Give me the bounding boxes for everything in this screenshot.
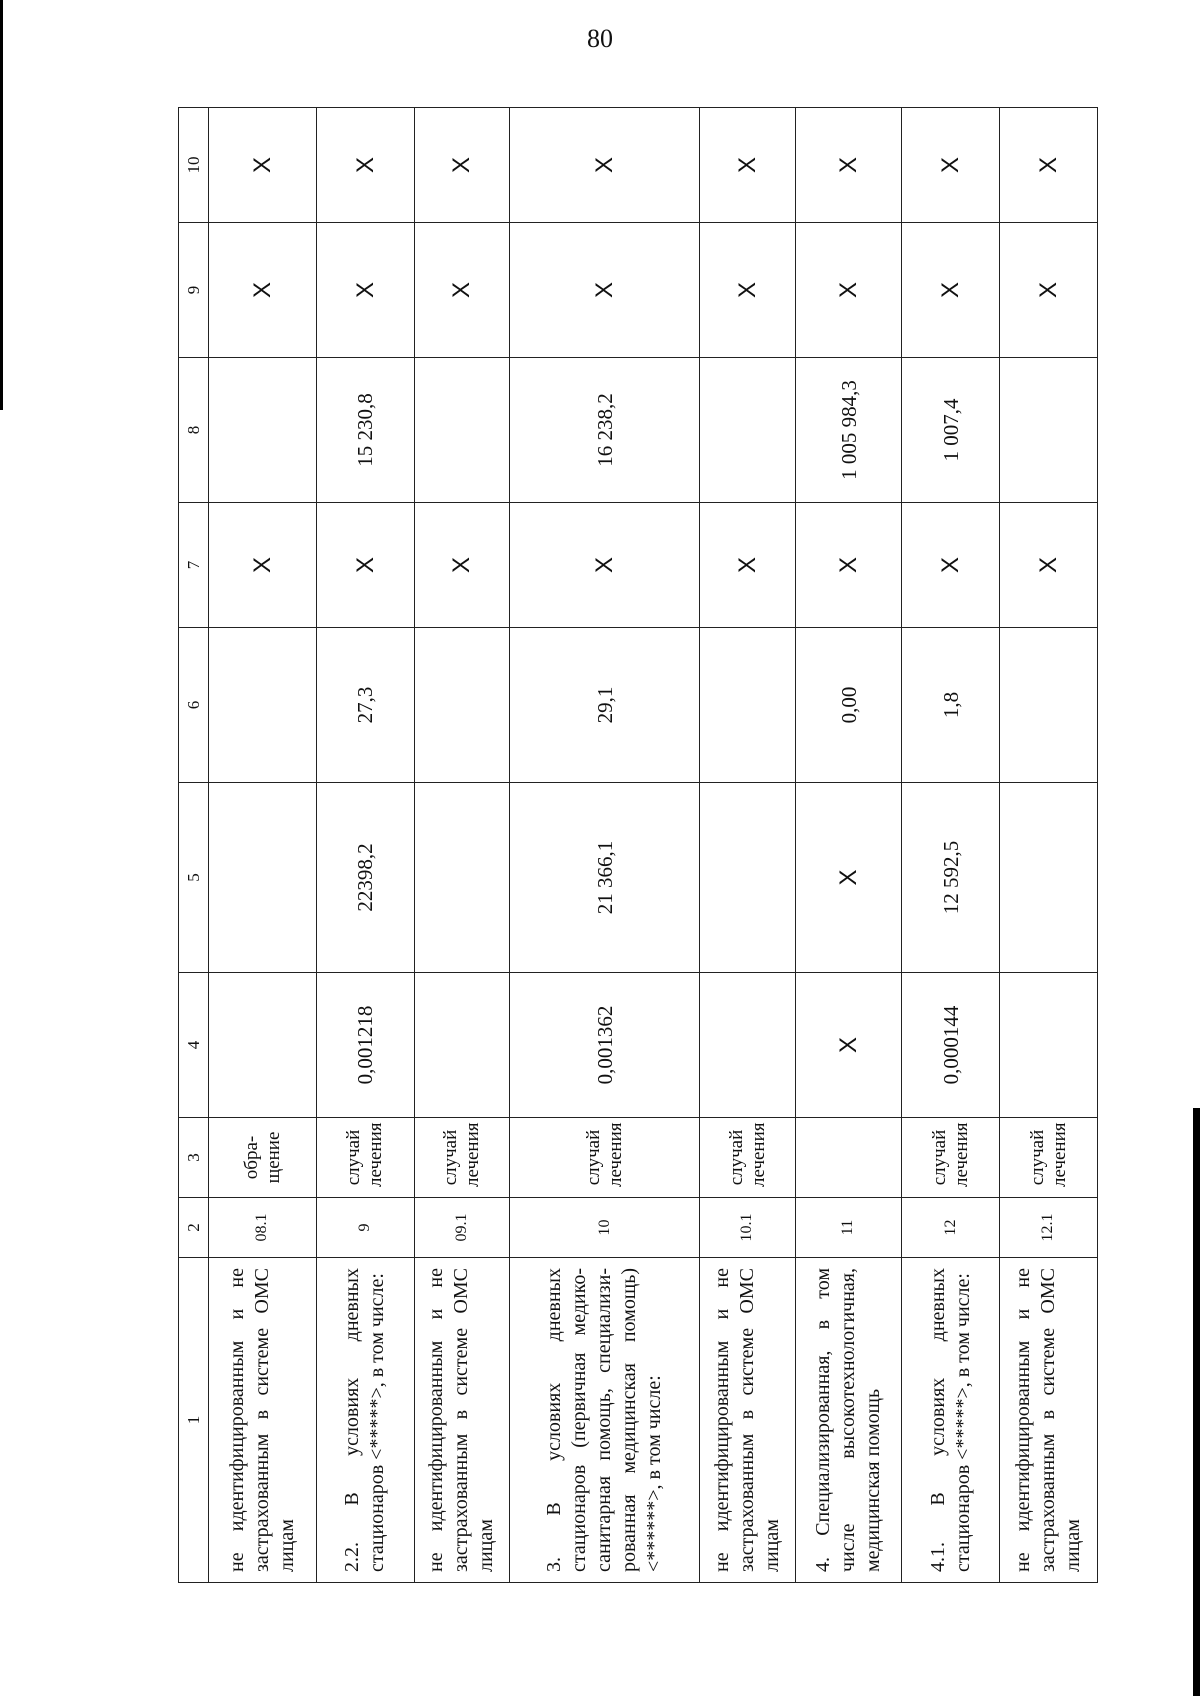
table-row: [510, 108, 700, 1583]
cell-col-1: не идентифицированным и не застрахованным в системе ОМС лицам: [1000, 1258, 1098, 1583]
cell-col-1: 4. Специализированная, в том числе высокотехнологичная, медицинская помощь: [795, 1258, 901, 1583]
cell-col-1: 3. В условиях дневных стационаров (первичная медико-санитарная помощь, специализи-рованная медицинская помощь) <******>, в том числе:: [510, 1258, 700, 1583]
cell-col-1: 4.1. В условиях дневных стационаров <*****>, в том числе:: [902, 1258, 1000, 1583]
cell-col-7: X: [209, 503, 317, 628]
cell-col-2: 10: [510, 1198, 700, 1258]
cell-col-6: 27,3: [316, 628, 414, 783]
cell-col-4: 0,001218: [316, 973, 414, 1118]
cell-col-10: X: [209, 108, 317, 223]
cell-col-6: [209, 628, 317, 783]
cell-col-6: [700, 628, 796, 783]
cell-col-6: 29,1: [510, 628, 700, 783]
cell-col-10: X: [1000, 108, 1098, 223]
cell-col-7: X: [1000, 503, 1098, 628]
cell-col-9: X: [1000, 223, 1098, 358]
cell-col-2: 12: [902, 1198, 1000, 1258]
cell-col-7: X: [316, 503, 414, 628]
header-cell: 7: [179, 503, 209, 628]
cell-col-10: X: [414, 108, 510, 223]
table-row: [902, 108, 1000, 1583]
cell-col-10: X: [316, 108, 414, 223]
header-row: [179, 108, 209, 1583]
scan-edge-line-left: [0, 0, 3, 410]
cell-col-10: X: [510, 108, 700, 223]
page-number: 80: [587, 24, 613, 53]
cell-col-3: случай лечения: [902, 1118, 1000, 1198]
cell-col-5: [700, 783, 796, 973]
cell-col-7: X: [414, 503, 510, 628]
cell-col-9: X: [795, 223, 901, 358]
header-cell: 3: [179, 1118, 209, 1198]
scan-edge-line-right: [1193, 1108, 1200, 1696]
cell-col-10: X: [795, 108, 901, 223]
cell-col-5: X: [795, 783, 901, 973]
cell-col-3: случай лечения: [1000, 1118, 1098, 1198]
cell-col-7: X: [510, 503, 700, 628]
header-cell: 8: [179, 358, 209, 503]
cell-col-3: случай лечения: [316, 1118, 414, 1198]
cell-col-9: X: [209, 223, 317, 358]
header-cell: 5: [179, 783, 209, 973]
cell-col-5: 12 592,5: [902, 783, 1000, 973]
cell-col-8: [1000, 358, 1098, 503]
cell-col-2: 09.1: [414, 1198, 510, 1258]
cell-col-7: X: [902, 503, 1000, 628]
cell-col-3: случай лечения: [700, 1118, 796, 1198]
cell-col-5: 21 366,1: [510, 783, 700, 973]
cell-col-7: X: [795, 503, 901, 628]
cell-col-1: не идентифицированным и не застрахованным в системе ОМС лицам: [209, 1258, 317, 1583]
cell-col-8: 1 007,4: [902, 358, 1000, 503]
cell-col-1: 2.2. В условиях дневных стационаров <*****>, в том числе:: [316, 1258, 414, 1583]
cell-col-1: не идентифицированным и не застрахованным в системе ОМС лицам: [414, 1258, 510, 1583]
cell-col-2: 9: [316, 1198, 414, 1258]
table-row: [795, 108, 901, 1583]
cell-col-5: [414, 783, 510, 973]
header-cell: 9: [179, 223, 209, 358]
table-row: [700, 108, 796, 1583]
table-row: [1000, 108, 1098, 1583]
cell-col-9: X: [414, 223, 510, 358]
cell-col-10: X: [700, 108, 796, 223]
cell-col-4: 0,000144: [902, 973, 1000, 1118]
cell-col-3: случай лечения: [414, 1118, 510, 1198]
cell-col-4: 0,001362: [510, 973, 700, 1118]
cell-col-8: [209, 358, 317, 503]
cell-col-5: [209, 783, 317, 973]
cell-col-8: [414, 358, 510, 503]
cell-col-9: X: [316, 223, 414, 358]
cell-col-3: случай лечения: [510, 1118, 700, 1198]
table-row: [316, 108, 414, 1583]
cell-col-8: [700, 358, 796, 503]
cell-col-9: X: [902, 223, 1000, 358]
cell-col-8: 1 005 984,3: [795, 358, 901, 503]
cell-col-4: [1000, 973, 1098, 1118]
cell-col-3: обра-щение: [209, 1118, 317, 1198]
cell-col-9: X: [510, 223, 700, 358]
cell-col-6: [1000, 628, 1098, 783]
header-cell: 1: [179, 1258, 209, 1583]
cell-col-6: 0,00: [795, 628, 901, 783]
header-cell: 10: [179, 108, 209, 223]
cell-col-3: [795, 1118, 901, 1198]
cell-col-4: X: [795, 973, 901, 1118]
cell-col-7: X: [700, 503, 796, 628]
cell-col-9: X: [700, 223, 796, 358]
cell-col-2: 10.1: [700, 1198, 796, 1258]
header-cell: 6: [179, 628, 209, 783]
cell-col-1: не идентифицированным и не застрахованным в системе ОМС лицам: [700, 1258, 796, 1583]
header-cell: 4: [179, 973, 209, 1118]
table-row: [209, 108, 317, 1583]
table-row: [414, 108, 510, 1583]
cell-col-4: [414, 973, 510, 1118]
cell-col-6: 1,8: [902, 628, 1000, 783]
cell-col-2: 08.1: [209, 1198, 317, 1258]
cell-col-2: 11: [795, 1198, 901, 1258]
cell-col-4: [700, 973, 796, 1118]
cell-col-2: 12.1: [1000, 1198, 1098, 1258]
cell-col-6: [414, 628, 510, 783]
cell-col-8: 15 230,8: [316, 358, 414, 503]
header-cell: 2: [179, 1198, 209, 1258]
cell-col-8: 16 238,2: [510, 358, 700, 503]
cell-col-5: 22398,2: [316, 783, 414, 973]
cell-col-5: [1000, 783, 1098, 973]
table-container: [178, 108, 1098, 1583]
cell-col-4: [209, 973, 317, 1118]
data-table: [178, 107, 1098, 1583]
table-body: [179, 108, 1098, 1583]
cell-col-10: X: [902, 108, 1000, 223]
